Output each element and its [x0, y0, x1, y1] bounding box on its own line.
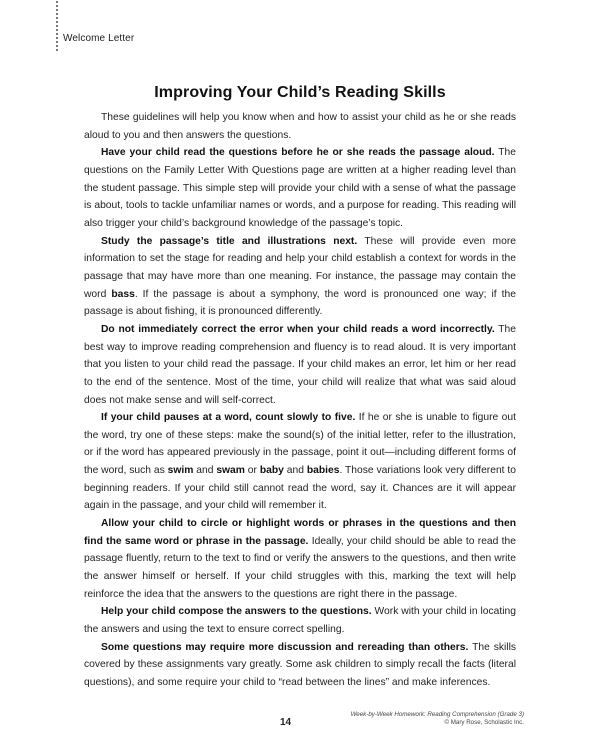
- paragraph-text: and: [193, 465, 217, 477]
- paragraph-lead: Have your child read the questions before he or she reads the passage aloud.: [101, 147, 495, 159]
- paragraph-circle-or-highlight: [84, 515, 516, 603]
- example-word-baby: baby: [259, 465, 284, 477]
- paragraph-lead: If your child pauses at a word, count slowly to five.: [101, 412, 356, 424]
- page-number: 14: [280, 717, 292, 728]
- dotted-margin-line: [56, 0, 58, 52]
- paragraph-lead: Do not immediately correct the error when your child reads a word incorrectly.: [101, 323, 495, 335]
- paragraph-lead: Allow your child to circle or highlight words or phrases in the questions and then find the same word or phrase in the passage.: [84, 518, 516, 547]
- book-title: Week-by-Week Homework: Reading Comprehension (Grade 3): [350, 711, 524, 718]
- paragraph-text: These will provide even more information to set the stage for reading and help your child establish a context for words in the passage that may have more than one meaning. For instance, the passage may contain the word: [84, 235, 516, 300]
- paragraph-text: These guidelines will help you know when and how to assist your child as he or she reads aloud to you and then answers the questions.: [84, 112, 516, 141]
- paragraph-text: If he or she is unable to figure out the word, try one of these steps: make the sound(s) of the initial letter, refer to the illustration, or if the word has appeared previously in the passage, point it out—including different forms of the word, such as: [84, 412, 516, 477]
- paragraph-lead: Study the passage’s title and illustrations next.: [101, 235, 358, 247]
- paragraph-text: The best way to improve reading comprehension and fluency is to read aloud. It is very important that you listen to your child read the passage. If your child makes an error, let him or her read to the end of the sentence. Most of the time, your child will realize that what was said aloud does not make sense and will self-correct.: [84, 323, 516, 406]
- example-word-swim: swim: [167, 465, 194, 477]
- paragraph-compose-answers: [84, 603, 516, 638]
- paragraph-read-questions-first: [84, 144, 516, 232]
- paragraph-title-and-illustrations: [84, 233, 516, 321]
- paragraph-lead: Some questions may require more discussion and rereading than others.: [101, 641, 469, 653]
- letter-body: [84, 109, 516, 692]
- example-word-swam: swam: [216, 465, 245, 477]
- paragraph-text: or: [244, 465, 260, 477]
- paragraph-discussion-and-rereading: [84, 639, 516, 692]
- example-word-babies: babies: [306, 465, 340, 477]
- paragraph-text: The questions on the Family Letter With Questions page are written at a higher reading level than the student passage. This simple step will provide your child with a sense of what the passage is about, tools to tackle unfamiliar names or words, and a purpose for reading. This reading will also trigger your child’s background knowledge of the passage’s topic.: [84, 147, 516, 229]
- example-word-bass: bass: [111, 288, 135, 300]
- paragraph-text: . Those variations look very different to beginning readers. If your child still cannot read the word, say it. Chances are it will appear again in the passage, and your child will remember it.: [84, 465, 516, 512]
- paragraph-text: Work with your child in locating the answers and using the text to ensure correct spelling.: [84, 606, 516, 636]
- paragraph-text: and: [283, 465, 307, 477]
- paragraph-text: The skills covered by these assignments vary greatly. Some ask children to simply recall the facts (literal questions), and some require your child to “read between the lines” and make inferences.: [84, 641, 516, 688]
- paragraph-text: Ideally, your child should be able to read the passage fluently, return to the text to find or verify the answers to the questions, and then write the answer himself or herself. If your child struggles with this, marking the text will help reinforce the idea that the answers to the questions are right there in the passage.: [84, 535, 516, 600]
- paragraph-count-to-five: [84, 409, 516, 515]
- paragraph-lead: Help your child compose the answers to the questions.: [101, 606, 372, 618]
- footer-credit: [351, 711, 524, 727]
- section-label: Welcome Letter: [63, 33, 135, 44]
- page-title: Improving Your Child’s Reading Skills: [154, 84, 446, 101]
- copyright: © Mary Rose, Scholastic Inc.: [444, 719, 524, 726]
- paragraph-text: . If the passage is about a symphony, the word is pronounced one way; if the passage is about fishing, it is pronounced differently.: [84, 288, 516, 318]
- paragraph-intro: [84, 109, 516, 144]
- paragraph-do-not-correct: [84, 321, 516, 409]
